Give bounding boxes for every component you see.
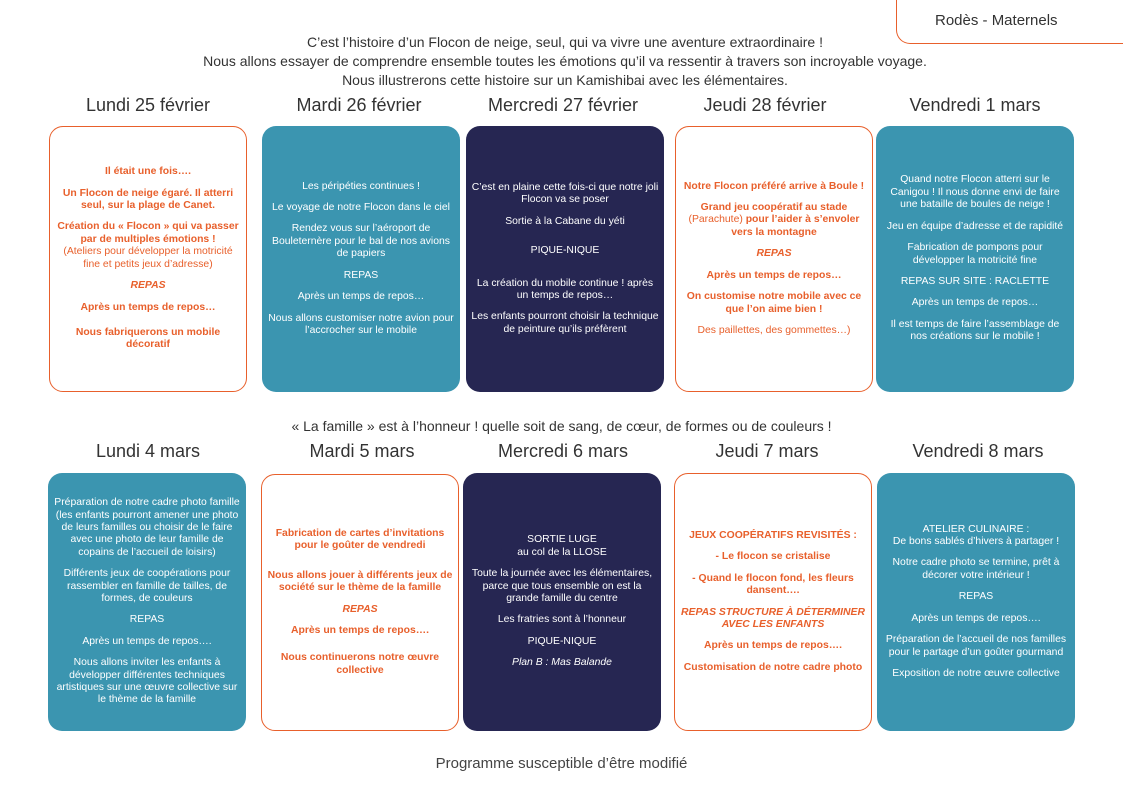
card-text: Il est temps de faire l’assemblage de nos créations sur le mobile ! [890,318,1060,343]
program-card-mon-25 [49,126,247,392]
card-text: Fabrication de pompons pour développer la motricité fine [907,242,1043,266]
program-card-thu-7 [674,473,872,731]
program-card-wed-6 [463,473,661,731]
program-card-thu-28 [675,126,873,392]
card-text: Toute la journée avec les élémentaires, parce que tous ensemble on est la grande famille du centre [471,568,653,604]
day-heading: Lundi 4 mars [95,441,201,461]
theme-line: « La famille » est à l’honneur ! quelle soit de sang, de cœur, de formes ou de couleurs ! [291,418,832,434]
program-card-tue-26 [262,126,460,392]
card-text: Après un temps de repos…. [291,624,429,636]
card-text-note: (Ateliers pour développer la motricité fine et petits jeux d’adresse) [63,246,233,270]
card-text: REPAS [130,280,166,292]
card-text: Customisation de notre cadre photo [683,661,863,673]
card-text: - Quand le flocon fond, les fleurs dansent…. [692,572,854,597]
card-text: Préparation de l’accueil de nos familles pour le partage d’un goûter gourmand [885,634,1067,658]
card-text: Sortie à la Cabane du yéti [505,215,625,227]
card-text: - Le flocon se cristalise [715,551,831,563]
day-heading: Mardi 26 février [296,95,422,115]
program-card-wed-27 [466,126,664,392]
card-text: Après un temps de repos… [297,291,425,303]
card-text-note: (les enfants pourront amener une photo de leurs familles ou choisir de le faire avec une photo de leur famille de copains de l’accueil de loisirs) [55,509,239,558]
card-text: REPAS [129,614,165,626]
day-heading: Vendredi 1 mars [909,95,1041,115]
day-heading: Mercredi 6 mars [497,441,629,461]
card-text: C’est en plaine cette fois-ci que notre joli Flocon va se poser [471,181,659,206]
card-text: Différents jeux de coopérations pour rassembler en famille de tailles, de formes, de couleurs [63,568,231,604]
card-text: ATELIER CULINAIRE : De bons sablés d’hivers à partager ! [892,523,1060,548]
card-text: Exposition de notre œuvre collective [892,667,1060,679]
card-text: Il était une fois…. [104,166,192,178]
card-text: Un Flocon de neige égaré. Il atterri seul, sur la plage de Canet. [62,187,234,212]
card-text-note: (Parachute) [688,214,743,226]
card-text: REPAS [756,248,792,260]
card-text: Nous continuerons notre œuvre collective [280,652,440,676]
card-text: Les fratries sont à l’honneur [497,614,627,626]
card-text: Grand jeu coopératif au stade (Parachute) pour l’aider à s’envoler vers la montagne [688,202,860,238]
card-text: REPAS [958,591,994,603]
card-text: Des paillettes, des gommettes…) [697,324,851,336]
card-text: Rendez vous sur l’aéroport de Bouleternère pour le bal de nos avions de papiers [272,223,450,260]
card-text: Après un temps de repos…. [911,612,1041,624]
day-heading: Jeudi 7 mars [715,441,819,461]
day-heading: Lundi 25 février [85,95,211,115]
card-text: On customise notre mobile avec ce que l’on aime bien ! [686,291,862,315]
card-text: PIQUE-NIQUE [530,245,600,257]
card-text: Les péripéties continues ! [302,180,420,192]
card-text: REPAS [342,603,378,615]
card-text: Le voyage de notre Flocon dans le ciel [272,202,450,214]
program-card-mon-4 [48,473,246,731]
card-text: SORTIE LUGE au col de la LLOSE [517,534,607,558]
corner-tag-label: Rodès - Maternels [935,12,1058,29]
card-text: REPAS STRUCTURE À DÉTERMINER AVEC LES ENFANTS [681,606,865,630]
card-text: Notre cadre photo se termine, prêt à décorer votre intérieur ! [892,557,1060,581]
intro-line: Nous illustrerons cette histoire sur un Kamishibai avec les élémentaires. [342,72,788,88]
card-text: Après un temps de repos…. [82,635,212,647]
card-text: Après un temps de repos… [911,297,1039,309]
card-text: Nous fabriquerons un mobile décoratif [75,326,221,351]
footer-note: Programme susceptible d’être modifié [435,755,688,772]
program-card-fri-1 [876,126,1074,392]
intro-text [120,33,1010,90]
card-text: Après un temps de repos… [706,269,842,281]
program-card-fri-8 [877,473,1075,731]
day-heading: Vendredi 8 mars [912,441,1044,461]
card-text: Après un temps de repos… [80,301,216,313]
card-text: REPAS [343,269,379,281]
card-text: Jeu en équipe d’adresse et de rapidité [886,220,1064,232]
card-text: Plan B : Mas Balande [512,657,612,669]
card-text: Création du « Flocon » qui va passer par de multiples émotions ! (Ateliers pour développer la motricité fine et petits jeux d’adresse) [57,221,239,270]
card-text: Préparation de notre cadre photo famille (les enfants pourront amener une photo de leurs familles ou choisir de le faire avec une photo de leur famille de copains de l’accueil de loisirs) [54,497,240,558]
day-heading: Mardi 5 mars [309,441,415,461]
card-text: Nous allons jouer à différents jeux de société sur le thème de la famille [267,569,453,594]
card-text: Nous allons inviter les enfants à développer différentes techniques artistiques sur une œuvre collective sur le thème de la famille [56,657,238,706]
card-text: Fabrication de cartes d’invitations pour le goûter de vendredi [275,527,445,552]
card-text: REPAS SUR SITE : RACLETTE [900,275,1050,287]
card-text: Quand notre Flocon atterri sur le Canigou ! Il nous donne envi de faire une bataille de boules de neige ! [890,174,1060,211]
card-text: Nous allons customiser notre avion pour l’accrocher sur le mobile [268,312,454,336]
card-text: JEUX COOPÉRATIFS REVISITÉS : [689,529,857,541]
program-card-tue-5 [261,474,459,731]
intro-line: C’est l’histoire d’un Flocon de neige, seul, qui va vivre une aventure extraordinaire ! [307,34,823,50]
card-text: La création du mobile continue ! après un temps de repos… [476,277,654,301]
day-heading: Mercredi 27 février [487,95,639,115]
card-text: Les enfants pourront choisir la technique de peinture qu’ils préfèrent [471,311,659,335]
card-text: Après un temps de repos…. [704,640,842,652]
intro-line: Nous allons essayer de comprendre ensemble toutes les émotions qu’il va ressentir à travers son incroyable voyage. [203,53,927,69]
day-heading: Jeudi 28 février [703,95,827,115]
card-text: PIQUE-NIQUE [527,635,597,647]
card-text: Notre Flocon préféré arrive à Boule ! [683,180,865,192]
